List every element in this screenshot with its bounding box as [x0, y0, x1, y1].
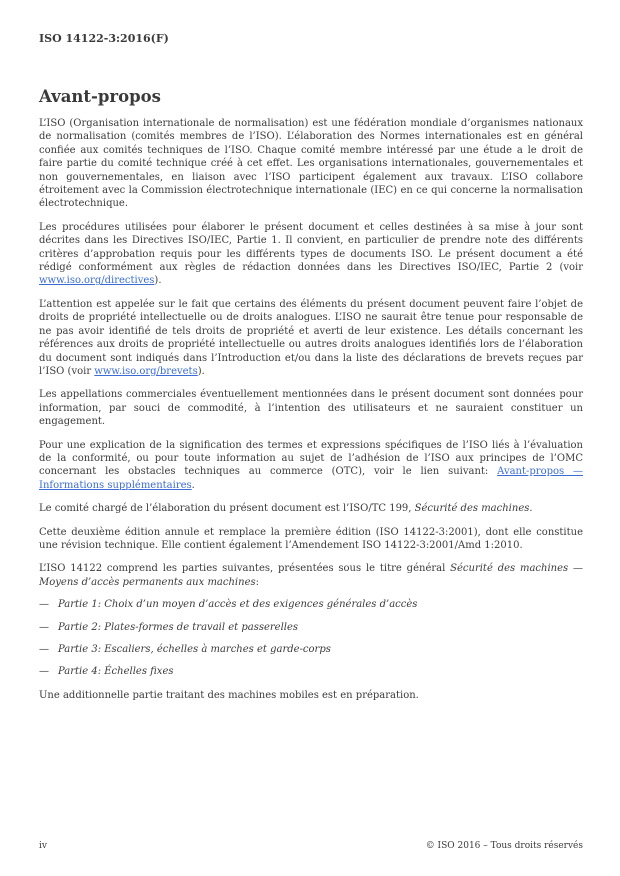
document-body [39, 117, 583, 702]
list-dash: — [39, 599, 49, 611]
italic-text: Sécurité des machines — Moyens d’accès permanents aux machines [39, 563, 583, 588]
document-reference-header: ISO 14122-3:2016(F) [39, 32, 169, 45]
page-number: iv [39, 841, 47, 851]
paragraph [39, 221, 583, 288]
list-item-text [58, 598, 417, 611]
list-dash: — [39, 666, 49, 678]
paragraph [39, 388, 583, 428]
text-run: Une additionnelle partie traitant des machines mobiles est en préparation. [39, 689, 419, 701]
list-item [39, 598, 583, 611]
text-run: ). [197, 365, 205, 377]
italic-text: Partie 4: Échelles fixes [58, 666, 174, 678]
italic-text: Partie 2: Plates-formes de travail et passerelles [58, 621, 299, 633]
paragraph [39, 117, 583, 211]
italic-text: Sécurité des machines [414, 503, 530, 515]
list-dash: — [39, 644, 49, 655]
copyright-notice: © ISO 2016 – Tous droits réservés [425, 841, 583, 851]
paragraph [39, 502, 583, 515]
list-item-text [58, 643, 331, 656]
text-run: Cette deuxième édition annule et remplace la première édition (ISO 14122-3:2001), dont elle constitue une révision technique. Elle contient également l’Amendement ISO 14122-3:2001/Amd 1:2010. [39, 526, 583, 551]
list-item [39, 643, 583, 656]
paragraph [39, 298, 583, 378]
list-item-text [58, 665, 174, 678]
text-run: . [191, 479, 195, 491]
hyperlink[interactable]: Avant-propos — Informations supplémentaires [39, 466, 583, 491]
hyperlink[interactable]: www.iso.org/directives [39, 275, 155, 287]
text-run: ). [154, 275, 162, 287]
text-run: Le comité chargé de l’élaboration du présent document est l’ISO/TC 199, [39, 503, 415, 515]
list-item [39, 621, 583, 634]
page-content [39, 0, 583, 702]
paragraph [39, 562, 583, 589]
text-run: Les procédures utilisées pour élaborer le présent document et celles destinées à sa mise à jour sont décrites dans les Directives ISO/IEC, Partie 1. Il convient, en particulier de prendre note des différents critères d’approbation requis pour les différents types de documents ISO. Le présent document a été rédigé conformément aux règles de rédaction données dans les Directives ISO/IEC, Partie 2 (voir [39, 221, 583, 274]
list-item-text [58, 621, 298, 634]
paragraph [39, 526, 583, 553]
list-dash: — [39, 621, 49, 633]
paragraph [39, 439, 583, 493]
page-footer [39, 841, 583, 852]
hyperlink[interactable]: www.iso.org/brevets [94, 365, 198, 377]
text-run: : [255, 576, 259, 588]
text-run: L’ISO (Organisation internationale de normalisation) est une fédération mondiale d’organismes nationaux de normalisation (comités membres de l’ISO). L’élaboration des Normes internationales est en général confiée aux comités techniques de l’ISO. Chaque comité membre intéressé par une étude a le droit de faire partie du comité technique créé à cet effet. Les organisations internationales, gouvernementales et non gouvernementales, en liaison avec l’ISO participent également aux travaux. L’ISO collabore étroitement avec la Commission électrotechnique internationale (IEC) en ce qui concerne la normalisation électrotechnique. [39, 118, 583, 210]
paragraph [39, 689, 583, 702]
italic-text: Partie 1: Choix d’un moyen d’accès et des exigences générales d’accès [58, 599, 418, 611]
text-run: L’ISO 14122 comprend les parties suivantes, présentées sous le titre général [39, 563, 451, 575]
text-run: . [529, 503, 533, 515]
italic-text: Partie 3: Escaliers, échelles à marches et garde-corps [58, 644, 331, 655]
page-title: Avant-propos [39, 87, 161, 106]
list-item [39, 665, 583, 678]
text-run: Pour une explication de la signification des termes et expressions spécifiques de l’ISO liés à l’évaluation de la conformité, ou pour toute information au sujet de l’adhésion de l’ISO aux principes de l’OMC concernant les obstacles techniques au commerce (OTC), voir le lien suivant: [39, 439, 583, 478]
text-run: Les appellations commerciales éventuellement mentionnées dans le présent document sont données pour information, par souci de commodité, à l’intention des utilisateurs et ne sauraient constituer un engagement. [39, 389, 583, 428]
text-run: L’attention est appelée sur le fait que certains des éléments du présent document peuvent faire l’objet de droits de propriété intellectuelle ou de droits analogues. L’ISO ne saurait être tenue pour responsable de ne pas avoir identifié de tels droits de propriété et averti de leur existence. Les détails concernant les références aux droits de propriété intellectuelle ou autres droits analogues identifiés lors de l’élaboration du document sont indiqués dans l’Introduction et/ou dans la liste des déclarations de brevets reçues par l’ISO (voir [39, 298, 583, 377]
